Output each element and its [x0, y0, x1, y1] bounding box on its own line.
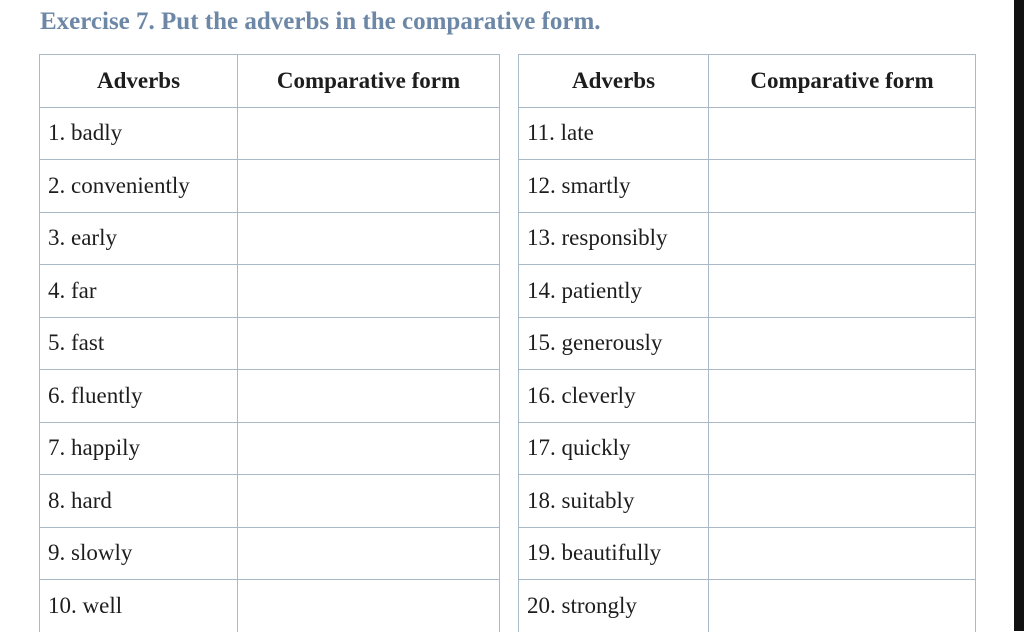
comparative-answer-cell[interactable] [709, 422, 976, 475]
table-row [40, 160, 500, 213]
comparative-answer-cell[interactable] [238, 265, 500, 318]
table-row [519, 107, 976, 160]
adverb-cell: 13. responsibly [519, 212, 709, 265]
table-row [40, 475, 500, 528]
adverb-cell: 15. generously [519, 317, 709, 370]
adverb-cell: 8. hard [40, 475, 238, 528]
table-row [519, 370, 976, 423]
table-row [519, 580, 976, 632]
table-row [40, 317, 500, 370]
table-row [40, 107, 500, 160]
adverb-cell: 17. quickly [519, 422, 709, 475]
adverb-cell: 18. suitably [519, 475, 709, 528]
header-comparative-form: Comparative form [709, 55, 976, 108]
adverb-cell: 11. late [519, 107, 709, 160]
comparative-answer-cell[interactable] [238, 580, 500, 632]
comparative-answer-cell[interactable] [238, 475, 500, 528]
comparative-answer-cell[interactable] [238, 107, 500, 160]
adverb-cell: 9. slowly [40, 527, 238, 580]
adverb-cell: 4. far [40, 265, 238, 318]
table-row [40, 370, 500, 423]
comparative-answer-cell[interactable] [238, 317, 500, 370]
table-row [519, 212, 976, 265]
adverb-cell: 2. conveniently [40, 160, 238, 213]
adverb-cell: 7. happily [40, 422, 238, 475]
header-adverbs: Adverbs [519, 55, 709, 108]
comparative-answer-cell[interactable] [709, 265, 976, 318]
table-header-row [40, 55, 500, 108]
comparative-answer-cell[interactable] [709, 527, 976, 580]
table-row [519, 475, 976, 528]
table-row [519, 265, 976, 318]
adverb-cell: 10. well [40, 580, 238, 632]
comparative-answer-cell[interactable] [709, 107, 976, 160]
photo-dark-edge [1014, 0, 1024, 631]
adverb-cell: 12. smartly [519, 160, 709, 213]
table-header-row [519, 55, 976, 108]
adverb-cell: 6. fluently [40, 370, 238, 423]
adverb-cell: 16. cleverly [519, 370, 709, 423]
adverbs-table-right [518, 54, 976, 632]
adverb-cell: 19. beautifully [519, 527, 709, 580]
adverb-cell: 5. fast [40, 317, 238, 370]
comparative-answer-cell[interactable] [709, 160, 976, 213]
table-row [519, 160, 976, 213]
table-row [40, 265, 500, 318]
comparative-answer-cell[interactable] [709, 580, 976, 632]
adverb-cell: 1. badly [40, 107, 238, 160]
table-row [519, 527, 976, 580]
header-comparative-form: Comparative form [238, 55, 500, 108]
table-row [40, 580, 500, 632]
table-row [519, 422, 976, 475]
comparative-answer-cell[interactable] [238, 527, 500, 580]
comparative-answer-cell[interactable] [238, 212, 500, 265]
comparative-answer-cell[interactable] [709, 370, 976, 423]
adverbs-table-left [39, 54, 500, 632]
comparative-answer-cell[interactable] [238, 422, 500, 475]
table-row [40, 422, 500, 475]
adverb-cell: 14. patiently [519, 265, 709, 318]
comparative-answer-cell[interactable] [709, 475, 976, 528]
adverb-cell: 20. strongly [519, 580, 709, 632]
comparative-answer-cell[interactable] [709, 212, 976, 265]
adverb-cell: 3. early [40, 212, 238, 265]
table-row [40, 527, 500, 580]
table-row [519, 317, 976, 370]
header-adverbs: Adverbs [40, 55, 238, 108]
comparative-answer-cell[interactable] [709, 317, 976, 370]
comparative-answer-cell[interactable] [238, 160, 500, 213]
comparative-answer-cell[interactable] [238, 370, 500, 423]
table-row [40, 212, 500, 265]
exercise-title: Exercise 7. Put the adverbs in the comparative form. [40, 4, 601, 40]
